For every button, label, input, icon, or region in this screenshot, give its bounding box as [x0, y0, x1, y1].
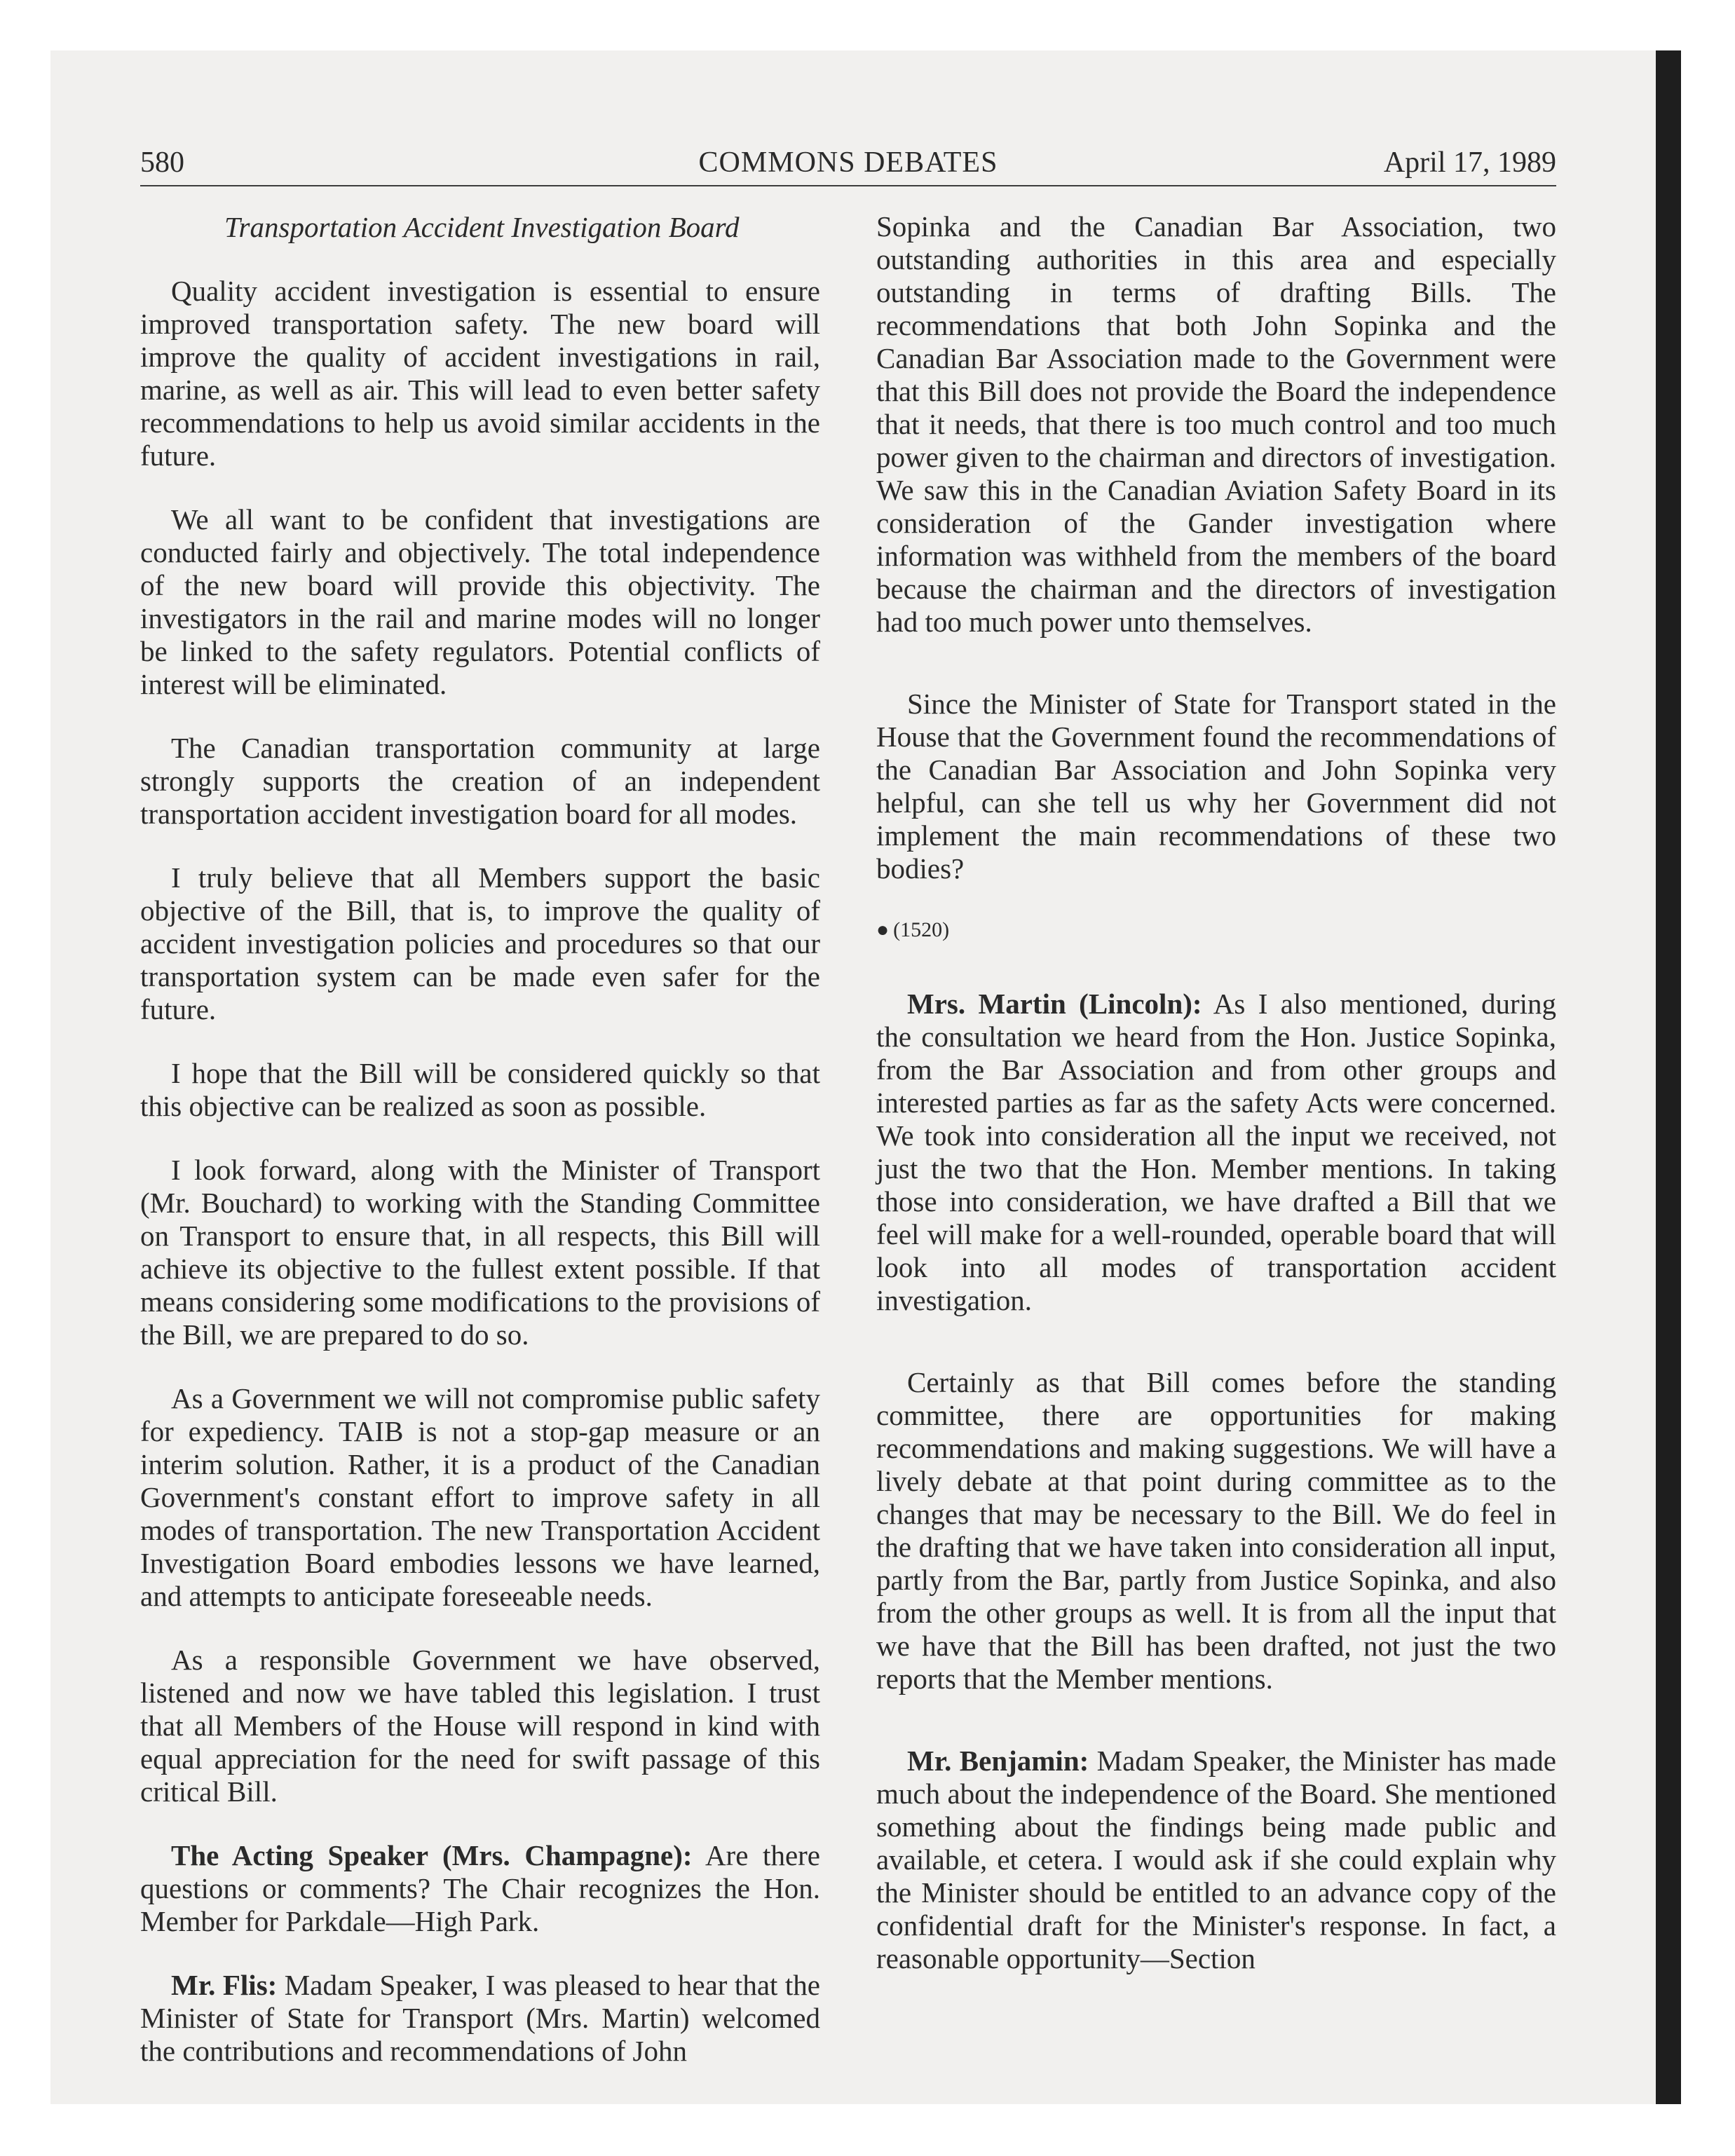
document-page: [140, 140, 1556, 2089]
speech-acting-speaker: [140, 1839, 820, 1938]
speech-text: Are there questions or comments? The Chair recognizes the Hon. Member for Parkdale—High Park.: [140, 1839, 820, 1937]
paragraph: I truly believe that all Members support the basic objective of the Bill, that is, to improve the quality of accident investigation policies and procedures so that our transportation system can be made even safer for the future.: [140, 861, 820, 1025]
speaker-name: Mr. Benjamin:: [907, 1745, 1089, 1777]
speaker-name: The Acting Speaker (Mrs. Champagne):: [171, 1839, 693, 1871]
paragraph: The Canadian transportation community at large strongly supports the creation of an independent transportation accident investigation board for all modes.: [140, 732, 820, 830]
paragraph: Sopinka and the Canadian Bar Association, two outstanding authorities in this area and especially outstanding in terms of drafting Bills. The recommendations that both John Sopinka and the Canadian Bar Association made to the Government were that this Bill does not provide the Board the independence that it needs, that there is too much control and too much power given to the chairman and directors of investigation. We saw this in the Canadian Aviation Safety Board in its consideration of the Gander investigation where information was withheld from the members of the board because the chairman and the directors of investigation had too much power unto themselves.: [876, 210, 1556, 638]
speech-mrs-martin: [876, 988, 1556, 1317]
speech-text: Madam Speaker, I was pleased to hear that the Minister of State for Transport (Mrs. Martin) welcomed the contributions and recommendations of John: [140, 1969, 820, 2067]
speaker-name: Mrs. Martin (Lincoln):: [907, 988, 1202, 1020]
publication-title: COMMONS DEBATES: [698, 146, 998, 179]
paragraph: As a Government we will not compromise public safety for expediency. TAIB is not a stop-gap measure or an interim solution. Rather, it is a product of the Canadian Government's constant effort to improve safety in all modes of transportation. The new Transportation Accident Investigation Board embodies lessons we have learned, and attempts to anticipate foreseeable needs.: [140, 1382, 820, 1612]
publication-date: April 17, 1989: [1383, 146, 1556, 179]
paragraph: I hope that the Bill will be considered quickly so that this objective can be realized as soon as possible.: [140, 1057, 820, 1122]
paragraph: We all want to be confident that investigations are conducted fairly and objectively. The total independence of the new board will provide this objectivity. The investigators in the rail and marine modes will no longer be linked to the safety regulators. Potential conflicts of interest will be eliminated.: [140, 503, 820, 700]
bullet-icon: ●: [876, 918, 890, 941]
page-header: [140, 140, 1556, 186]
speech-text: Madam Speaker, the Minister has made much about the independence of the Board. She mentioned something about the findings being made public and available, et cetera. I would ask if she could explain why the Minister should be entitled to an advance copy of the confidential draft for the Minister's response. In fact, a reasonable opportunity—Section: [876, 1745, 1556, 1974]
speaker-name: Mr. Flis:: [171, 1969, 278, 2001]
paragraph: I look forward, along with the Minister of Transport (Mr. Bouchard) to working with the Standing Committee on Transport to ensure that, in all respects, this Bill will achieve its objective to the fullest extent possible. If that means considering some modifications to the provisions of the Bill, we are prepared to do so.: [140, 1154, 820, 1351]
right-column: [876, 210, 1556, 2099]
speech-mr-flis: [140, 1969, 820, 2068]
paragraph: Certainly as that Bill comes before the standing committee, there are opportunities for making recommendations and making suggestions. We will have a lively debate at that point during committee as to the changes that may be necessary to the Bill. We do feel in the drafting that we have taken into consideration all input, partly from the Bar, partly from Justice Sopinka, and also from the other groups as well. It is from all the input that we have that the Bill has been drafted, not just the two reports that the Member mentions.: [876, 1366, 1556, 1695]
text-columns: [140, 210, 1556, 2099]
speech-mr-benjamin: [876, 1745, 1556, 1975]
paragraph: Since the Minister of State for Transport stated in the House that the Government found the recommendations of the Canadian Bar Association and John Sopinka very helpful, can she tell us why her Government did not implement the main recommendations of these two bodies?: [876, 688, 1556, 885]
paragraph: As a responsible Government we have observed, listened and now we have tabled this legislation. I trust that all Members of the House will respond in kind with equal appreciation for the need for swift passage of this critical Bill.: [140, 1644, 820, 1808]
left-column: [140, 210, 820, 2099]
paragraph: Quality accident investigation is essential to ensure improved transportation safety. The new board will improve the quality of accident investigations in rail, marine, as well as air. This will lead to even better safety recommendations to help us avoid similar accidents in the future.: [140, 275, 820, 472]
timestamp: [876, 916, 1556, 944]
page-number: 580: [140, 146, 184, 179]
section-title: Transportation Accident Investigation Board: [224, 211, 740, 243]
binding-edge: [1656, 50, 1681, 2104]
speech-text: As I also mentioned, during the consultation we heard from the Hon. Justice Sopinka, from the Bar Association and from other groups and interested parties as far as the safety Acts were concerned. We took into consideration all the input we received, not just the two that the Hon. Member mentions. In taking those into consideration, we have drafted a Bill that we feel will make for a well-rounded, operable board that will look into all modes of transportation accident investigation.: [876, 988, 1556, 1316]
timestamp-text: (1520): [893, 918, 950, 941]
